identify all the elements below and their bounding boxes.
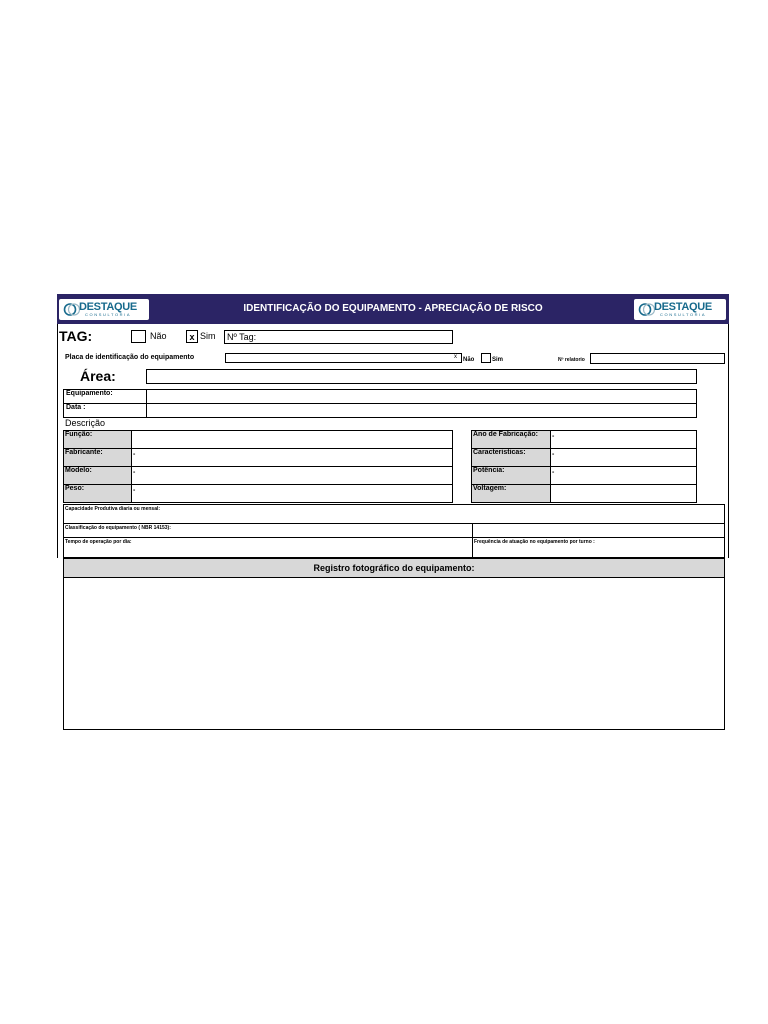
ano-value: - [552,433,555,440]
fabricante-value: - [133,451,136,458]
placa-sim-label: Sim [492,357,504,363]
modelo-value: - [133,469,136,476]
funcao-field[interactable] [131,430,453,449]
fabricante-label: Fabricante: [65,449,103,456]
logo-word: DESTAQUE [79,301,137,313]
frequencia-label: Frequência de atuação no equipamento por turno : [474,539,595,545]
peso-label: Peso: [65,485,85,492]
potencia-value: - [552,469,555,476]
ano-label-cell [471,430,551,449]
funcao-label: Função: [65,431,93,438]
tempo-label: Tempo de operação por dia: [65,539,132,545]
voltagem-label-cell [471,484,551,503]
placa-label: Placa de identificação do equipamento [65,354,195,361]
tag-sim-label: Sim [200,331,216,341]
voltagem-field[interactable] [550,484,697,503]
relatorio-field[interactable] [590,353,725,364]
potencia-field[interactable] [550,466,697,485]
potencia-label: Potência: [473,467,505,474]
tag-number-field[interactable] [224,330,453,344]
registro-photo-area[interactable] [63,577,725,730]
relatorio-label: Nº relatorio [558,357,585,363]
tag-nao-label: Não [150,331,167,341]
tempo-field[interactable] [63,537,473,558]
funcao-label-cell [63,430,132,449]
placa-field[interactable] [225,353,462,363]
classificacao-field[interactable] [63,523,473,538]
tag-nao-checkbox[interactable] [131,330,146,343]
voltagem-label: Voltagem: [473,485,507,492]
frequencia-field[interactable] [472,537,725,558]
registro-label: Registro fotográfico do equipamento: [313,563,475,573]
header-title: IDENTIFICAÇÃO DO EQUIPAMENTO - APRECIAÇÃO DE RISCO [243,303,543,314]
tag-label: TAG: [59,328,93,344]
modelo-field[interactable] [131,466,453,485]
caracteristicas-label: Caracteristicas: [473,449,526,456]
logo-sub: CONSULTORIA [660,312,707,317]
logo-sub: CONSULTORIA [85,312,132,317]
data-label-cell [63,403,147,418]
data-label: Data : [66,404,86,411]
capacidade-label: Capacidade Produtiva diaria ou mensal: [65,506,161,512]
classificacao-extra-field[interactable] [472,523,725,538]
potencia-label-cell [471,466,551,485]
peso-value: - [133,487,136,494]
ano-field[interactable] [550,430,697,449]
caracteristicas-label-cell [471,448,551,467]
data-field[interactable] [146,403,697,418]
logo-right [634,299,726,320]
tag-sim-checkbox[interactable]: x [186,330,198,343]
peso-label-cell [63,484,132,503]
fabricante-field[interactable] [131,448,453,467]
placa-nao-label: Não [463,357,475,363]
classificacao-label: Classificação do equipamento ( NBR 14153): [65,525,171,531]
fabricante-label-cell [63,448,132,467]
placa-sim-checkbox[interactable] [481,353,491,363]
registro-header [63,558,725,578]
header-bar [57,294,729,324]
modelo-label-cell [63,466,132,485]
modelo-label: Modelo: [65,467,92,474]
caracteristicas-field[interactable] [550,448,697,467]
placa-nao-mark: x [454,354,457,360]
ano-label: Ano de Fabricação: [473,431,538,438]
capacidade-field[interactable] [63,504,725,524]
area-label: Área: [80,368,116,384]
equipamento-field[interactable] [146,389,697,404]
equipamento-label-cell [63,389,147,404]
tag-number-label: Nº Tag: [227,332,257,342]
logo-word: DESTAQUE [654,301,712,313]
equipamento-label: Equipamento: [66,390,113,397]
peso-field[interactable] [131,484,453,503]
area-field[interactable] [146,369,697,384]
caracteristicas-value: - [552,451,555,458]
descricao-label: Descrição [65,418,106,428]
logo-left [59,299,149,320]
